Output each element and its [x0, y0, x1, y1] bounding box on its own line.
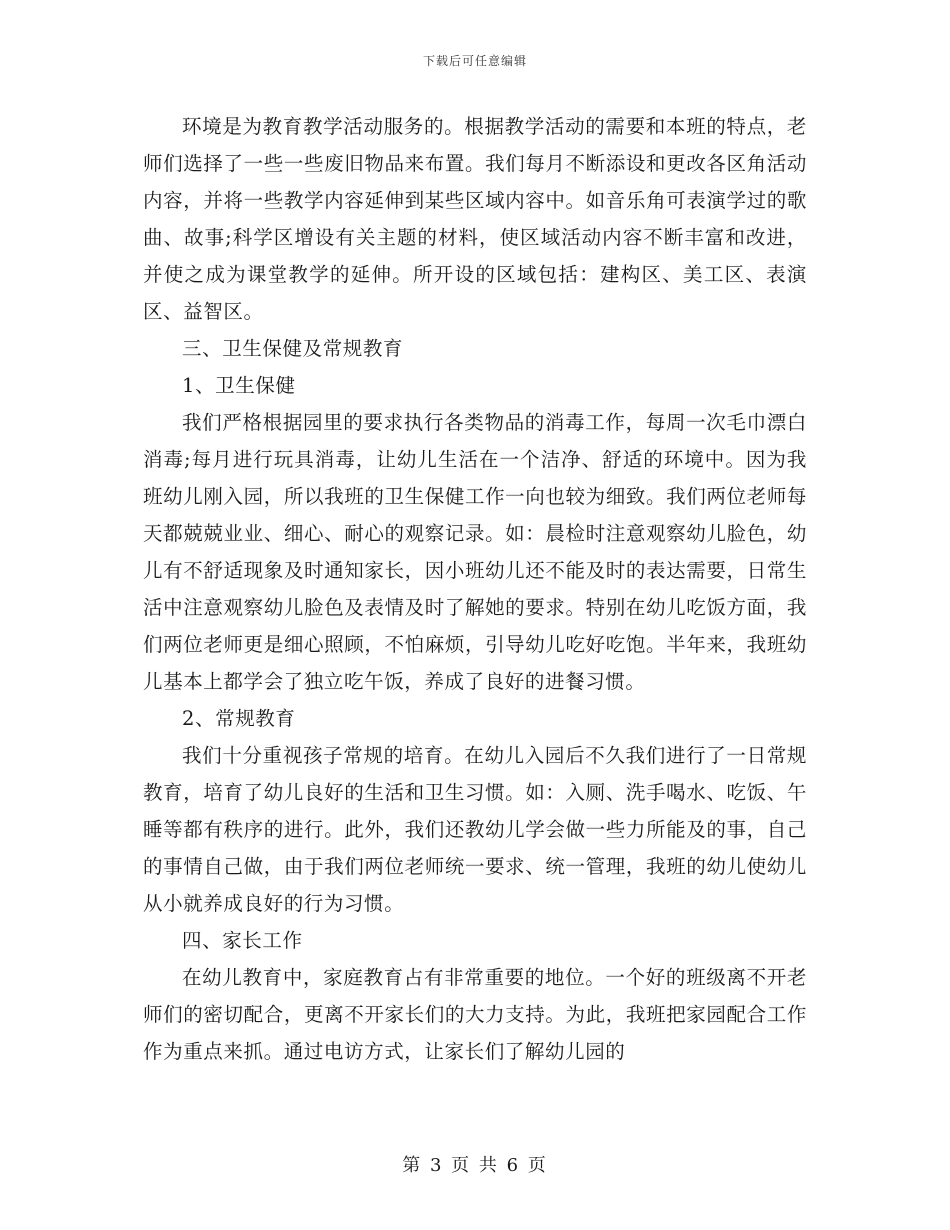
page-number: 第 3 页 共 6 页	[402, 1155, 548, 1176]
subheading-routine: 2、常规教育	[182, 707, 296, 730]
section-heading-parents: 四、家长工作	[182, 929, 303, 952]
subheading-hygiene: 1、卫生保健	[182, 374, 296, 397]
paragraph-routine: 我们十分重视孩子常规的培育。在幼儿入园后不久我们进行了一日常规教育，培育了幼儿良好的生活和卫生习惯。如：入厕、洗手喝水、吃饭、午睡等都有秩序的进行。此外，我们还教幼儿学会做一些力所能及的事，自己的事情自己做，由于我们两位老师统一要求、统一管理，我班的幼儿使幼儿从小就养成良好的行为习惯。	[143, 744, 807, 915]
section-heading-hygiene-routine: 三、卫生保健及常规教育	[182, 337, 404, 360]
paragraph-environment: 环境是为教育教学活动服务的。根据教学活动的需要和本班的特点，老师们选择了一些一些废旧物品来布置。我们每月不断添设和更改各区角活动内容，并将一些教学内容延伸到某些区域内容中。如音乐角可表演学过的歌曲、故事;科学区增设有关主题的材料，使区域活动内容不断丰富和改进，并使之成为课堂教学的延伸。所开设的区域包括：建构区、美工区、表演区、益智区。	[143, 115, 807, 323]
paragraph-parents: 在幼儿教育中，家庭教育占有非常重要的地位。一个好的班级离不开老师们的密切配合，更离不开家长们的大力支持。为此，我班把家园配合工作作为重点来抓。通过电访方式，让家长们了解幼儿园的	[143, 966, 807, 1063]
document-body	[143, 108, 807, 1070]
page-header: 下载后可任意编辑	[422, 54, 527, 68]
paragraph-hygiene: 我们严格根据园里的要求执行各类物品的消毒工作，每周一次毛巾漂白消毒;每月进行玩具消毒，让幼儿生活在一个洁净、舒适的环境中。因为我班幼儿刚入园，所以我班的卫生保健工作一向也较为细致。我们两位老师每天都兢兢业业、细心、耐心的观察记录。如：晨检时注意观察幼儿脸色，幼儿有不舒适现象及时通知家长，因小班幼儿还不能及时的表达需要，日常生活中注意观察幼儿脸色及表情及时了解她的要求。特别在幼儿吃饭方面，我们两位老师更是细心照顾，不怕麻烦，引导幼儿吃好吃饱。半年来，我班幼儿基本上都学会了独立吃午饭，养成了良好的进餐习惯。	[143, 411, 807, 693]
